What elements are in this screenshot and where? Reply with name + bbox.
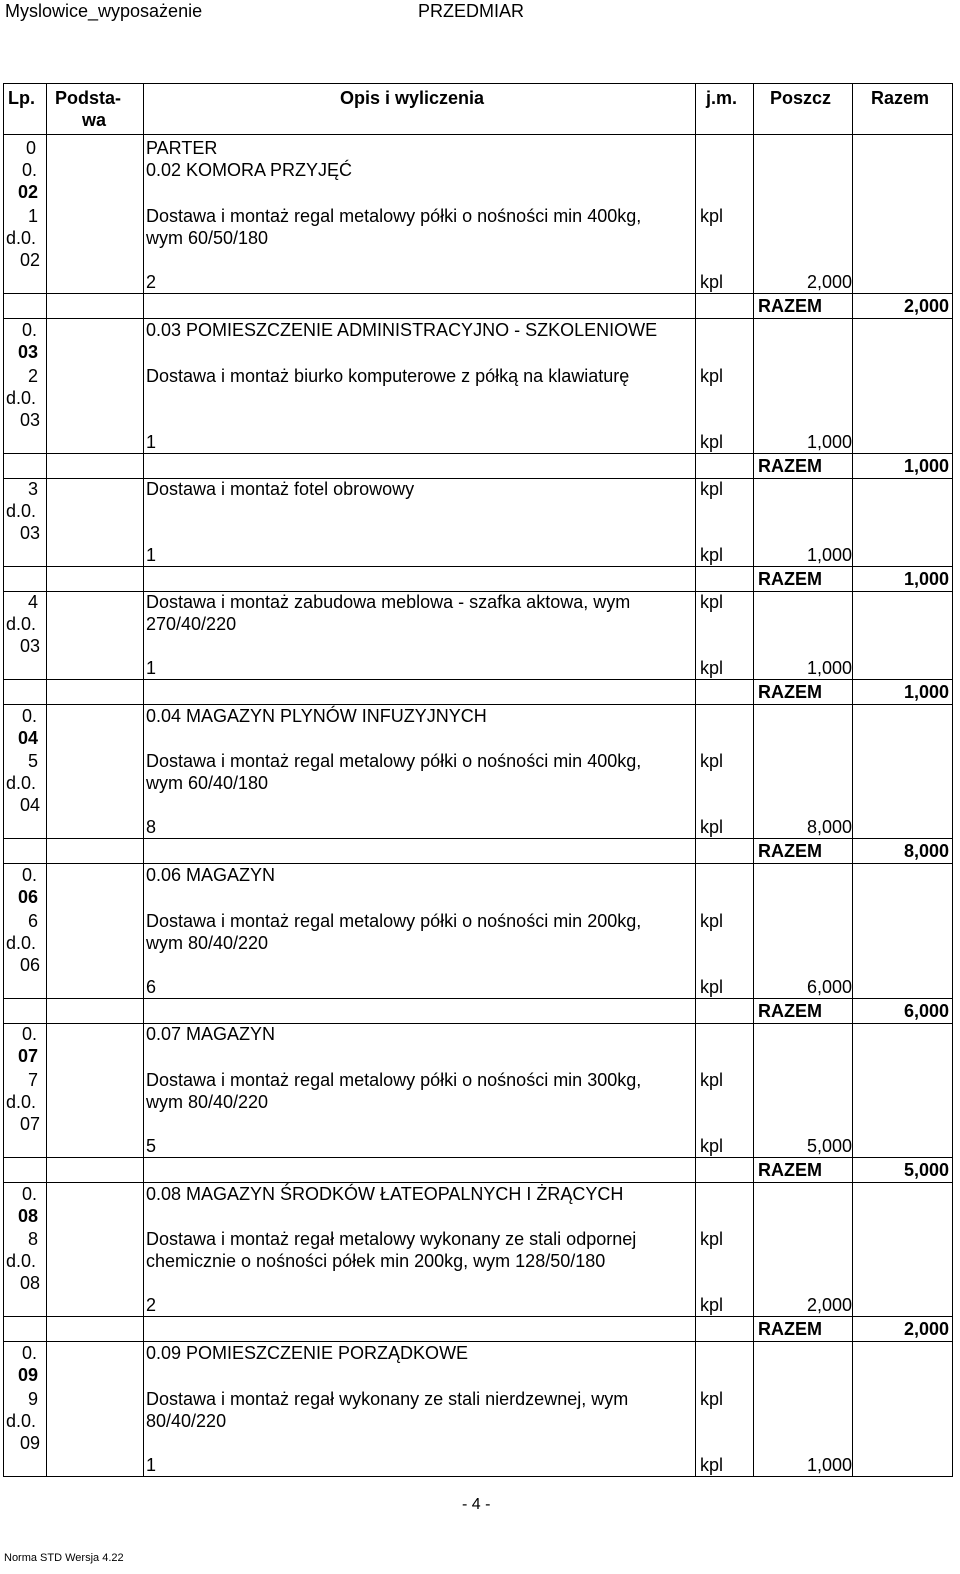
item-description: Dostawa i montaż regal metalowy półki o nośności min 400kg, — [146, 751, 642, 771]
item-podstawa-code: 02 — [20, 250, 41, 270]
section-lp-code: 02 — [18, 182, 39, 202]
item-podstawa: d.0. — [6, 1411, 37, 1431]
item-podstawa: d.0. — [6, 773, 37, 793]
page-number: - 4 - — [462, 1496, 491, 1513]
item-quantity-unit: kpl — [700, 658, 724, 678]
document-title: PRZEDMIAR — [418, 1, 525, 21]
item-quantity: 1 — [146, 658, 157, 678]
section-lp: 0. — [22, 865, 38, 885]
razem-value: 6,000 — [903, 1001, 949, 1021]
item-unit: kpl — [700, 1229, 724, 1249]
item-quantity: 1 — [146, 1455, 157, 1475]
item-lp: 3 — [28, 479, 39, 499]
razem-label: RAZEM — [758, 296, 822, 316]
row-divider — [3, 998, 952, 999]
razem-label: RAZEM — [758, 1001, 822, 1021]
item-lp: 7 — [28, 1070, 39, 1090]
item-poszcz-value: 8,000 — [806, 817, 852, 837]
item-podstawa-code: 07 — [20, 1114, 41, 1134]
item-quantity-unit: kpl — [700, 1136, 724, 1156]
section-lp: 0. — [22, 1184, 38, 1204]
razem-value: 1,000 — [903, 682, 949, 702]
item-quantity-unit: kpl — [700, 817, 724, 837]
item-description: Dostawa i montaż regał metalowy wykonany ze stali odpornej — [146, 1229, 637, 1249]
item-poszcz-value: 2,000 — [806, 272, 852, 292]
item-description: Dostawa i montaż regal metalowy półki o nośności min 300kg, — [146, 1070, 642, 1090]
item-lp: 2 — [28, 366, 39, 386]
item-podstawa-code: 03 — [20, 523, 41, 543]
section-title: 0.09 POMIESZCZENIE PORZĄDKOWE — [146, 1343, 469, 1363]
section-lp: 0. — [22, 320, 38, 340]
item-poszcz-value: 1,000 — [806, 1455, 852, 1475]
section-lp-code: 09 — [18, 1365, 39, 1385]
header-divider — [3, 134, 952, 135]
item-lp: 5 — [28, 751, 39, 771]
item-description-line2: wym 60/40/180 — [146, 773, 269, 793]
item-description: Dostawa i montaż regal metalowy półki o nośności min 200kg, — [146, 911, 642, 931]
item-description: Dostawa i montaż regal metalowy półki o nośności min 400kg, — [146, 206, 642, 226]
razem-label: RAZEM — [758, 1319, 822, 1339]
item-lp: 9 — [28, 1389, 39, 1409]
item-quantity: 5 — [146, 1136, 157, 1156]
item-lp: 6 — [28, 911, 39, 931]
section-lp: 0. — [22, 706, 38, 726]
item-podstawa-code: 06 — [20, 955, 41, 975]
item-unit: kpl — [700, 592, 724, 612]
column-divider — [143, 83, 144, 1476]
item-quantity-unit: kpl — [700, 1455, 724, 1475]
item-quantity-unit: kpl — [700, 1295, 724, 1315]
item-quantity-unit: kpl — [700, 545, 724, 565]
item-unit: kpl — [700, 911, 724, 931]
item-quantity: 1 — [146, 545, 157, 565]
item-description-line2: wym 60/50/180 — [146, 228, 269, 248]
item-podstawa-code: 03 — [20, 636, 41, 656]
razem-label: RAZEM — [758, 1160, 822, 1180]
item-quantity-unit: kpl — [700, 432, 724, 452]
section-title: 0.02 KOMORA PRZYJĘĆ — [146, 160, 353, 180]
razem-label: RAZEM — [758, 841, 822, 861]
section-lp: 0. — [22, 1024, 38, 1044]
item-lp: 4 — [28, 592, 39, 612]
item-poszcz-value: 2,000 — [806, 1295, 852, 1315]
section-lp: 0 — [26, 138, 37, 158]
razem-label: RAZEM — [758, 456, 822, 476]
razem-value: 8,000 — [903, 841, 949, 861]
item-poszcz-value: 1,000 — [806, 545, 852, 565]
item-description-line2: 270/40/220 — [146, 614, 237, 634]
item-quantity: 6 — [146, 977, 157, 997]
section-title: PARTER — [146, 138, 218, 158]
item-description: Dostawa i montaż zabudowa meblowa - szafka aktowa, wym — [146, 592, 631, 612]
section-title: 0.06 MAGAZYN — [146, 865, 276, 885]
item-podstawa-code: 03 — [20, 410, 41, 430]
item-quantity-unit: kpl — [700, 272, 724, 292]
section-title: 0.07 MAGAZYN — [146, 1024, 276, 1044]
item-podstawa-code: 09 — [20, 1433, 41, 1453]
section-lp-code: 07 — [18, 1046, 39, 1066]
section-lp-code: 08 — [18, 1206, 39, 1226]
razem-label: RAZEM — [758, 569, 822, 589]
section-lp-code: 03 — [18, 342, 39, 362]
item-quantity-unit: kpl — [700, 977, 724, 997]
item-poszcz-value: 1,000 — [806, 658, 852, 678]
section-lp: 0. — [22, 160, 38, 180]
section-title: 0.03 POMIESZCZENIE ADMINISTRACYJNO - SZKOLENIOWE — [146, 320, 658, 340]
document-filename: Myslowice_wyposażenie — [5, 1, 203, 21]
item-description: Dostawa i montaż biurko komputerowe z półką na klawiaturę — [146, 366, 630, 386]
item-quantity: 8 — [146, 817, 157, 837]
col-podstawa-header-2: wa — [82, 110, 107, 130]
item-quantity: 2 — [146, 272, 157, 292]
section-title: 0.08 MAGAZYN ŚRODKÓW ŁATEOPALNYCH I ŻRĄCYCH — [146, 1184, 624, 1204]
item-podstawa-code: 04 — [20, 795, 41, 815]
item-unit: kpl — [700, 1070, 724, 1090]
item-unit: kpl — [700, 1389, 724, 1409]
item-description-line2: 80/40/220 — [146, 1411, 227, 1431]
item-podstawa: d.0. — [6, 228, 37, 248]
row-divider — [3, 838, 952, 839]
item-description-line2: chemicznie o nośności półek min 200kg, wym 128/50/180 — [146, 1251, 606, 1271]
col-jm-header: j.m. — [706, 88, 738, 108]
row-divider — [3, 1316, 952, 1317]
column-divider — [852, 83, 853, 1476]
software-version-footer: Norma STD Wersja 4.22 — [4, 1552, 124, 1564]
item-poszcz-value: 1,000 — [806, 432, 852, 452]
item-description-line2: wym 80/40/220 — [146, 1092, 269, 1112]
razem-value: 1,000 — [903, 456, 949, 476]
item-lp: 8 — [28, 1229, 39, 1249]
column-divider — [46, 83, 47, 1476]
item-quantity: 1 — [146, 432, 157, 452]
item-unit: kpl — [700, 479, 724, 499]
item-quantity: 2 — [146, 1295, 157, 1315]
item-podstawa: d.0. — [6, 614, 37, 634]
razem-label: RAZEM — [758, 682, 822, 702]
col-podstawa-header: Podsta- — [55, 88, 122, 108]
item-unit: kpl — [700, 751, 724, 771]
razem-value: 5,000 — [903, 1160, 949, 1180]
row-divider — [3, 1157, 952, 1158]
item-poszcz-value: 6,000 — [806, 977, 852, 997]
row-divider — [3, 453, 952, 454]
item-podstawa-code: 08 — [20, 1273, 41, 1293]
item-podstawa: d.0. — [6, 1251, 37, 1271]
item-description-line2: wym 80/40/220 — [146, 933, 269, 953]
item-poszcz-value: 5,000 — [806, 1136, 852, 1156]
razem-value: 2,000 — [903, 1319, 949, 1339]
col-lp-header: Lp. — [8, 88, 35, 108]
item-unit: kpl — [700, 366, 724, 386]
item-podstawa: d.0. — [6, 933, 37, 953]
row-divider — [3, 566, 952, 567]
item-podstawa: d.0. — [6, 388, 37, 408]
section-lp-code: 06 — [18, 887, 39, 907]
item-description: Dostawa i montaż regał wykonany ze stali nierdzewnej, wym — [146, 1389, 629, 1409]
item-podstawa: d.0. — [6, 1092, 37, 1112]
col-opis-header: Opis i wyliczenia — [340, 88, 485, 108]
item-lp: 1 — [28, 206, 39, 226]
row-divider — [3, 679, 952, 680]
col-poszcz-header: Poszcz — [770, 88, 832, 108]
section-lp-code: 04 — [18, 728, 39, 748]
item-unit: kpl — [700, 206, 724, 226]
row-divider — [3, 293, 952, 294]
col-razem-header: Razem — [871, 88, 930, 108]
section-lp: 0. — [22, 1343, 38, 1363]
item-podstawa: d.0. — [6, 501, 37, 521]
item-description: Dostawa i montaż fotel obrowowy — [146, 479, 415, 499]
razem-value: 2,000 — [903, 296, 949, 316]
razem-value: 1,000 — [903, 569, 949, 589]
section-title: 0.04 MAGAZYN PLYNÓW INFUZYJNYCH — [146, 706, 487, 726]
